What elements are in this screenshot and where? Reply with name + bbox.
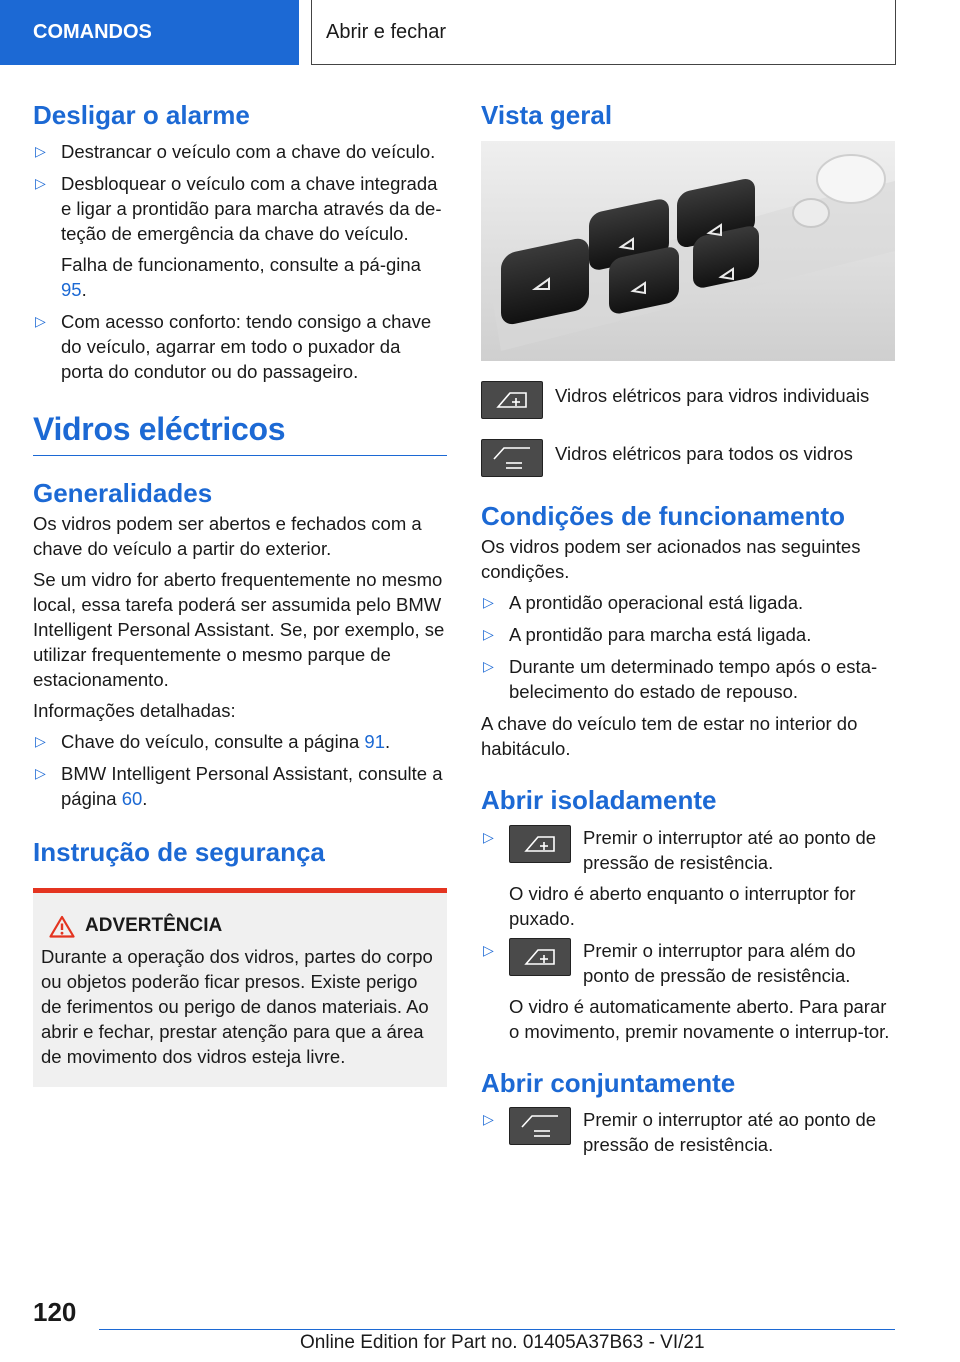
general-p2: Se um vidro for aberto frequentemente no mesmo local, essa tarefa poderá ser assumida pelo BMW Intelligent Personal Assistant. Se, por exemplo, se utilizar frequentemente o mesmo parque de estacionamento. — [33, 568, 445, 690]
page-link-91[interactable]: 91 — [364, 730, 385, 752]
list-item: ▷ Destrancar o veículo com a chave do veículo. — [35, 141, 436, 163]
triangle-bullet-icon: ▷ — [483, 594, 494, 611]
all-windows-switch-icon — [481, 439, 543, 477]
list-item: ▷ BMW Intelligent Personal Assistant, consulte a página 60. — [35, 762, 443, 809]
triangle-bullet-icon: ▷ — [35, 313, 46, 330]
all-windows-legend — [481, 439, 895, 477]
list-item: ▷ Desbloquear o veículo com a chave integrada e ligar a prontidão para marcha através da de-teção de emergência da chave do veículo. Falha de funcionamento, consulte a pá-gina 95. — [33, 171, 447, 302]
header-title-box — [311, 0, 896, 65]
warning-text: Durante a operação dos vidros, partes do corpo ou objetos poderão ficar presos. Existe perigo de ferimentos ou perigo de danos materiais. Ao abrir e fechar, prestar atenção para que a área de movimento dos vidros esteja livre. — [41, 945, 433, 1067]
triangle-bullet-icon: ▷ — [483, 941, 494, 958]
warning-box — [33, 888, 447, 1087]
list-item: ▷ A prontidão para marcha está ligada. — [483, 624, 812, 646]
all-windows-switch-icon — [509, 1107, 571, 1145]
list-item: ▷ A prontidão operacional está ligada. — [483, 592, 804, 614]
list-item: ▷ Premir o interruptor até ao ponto de pressão de resistência. — [483, 1108, 877, 1155]
step-result: O vidro é aberto enquanto o interruptor for puxado. — [509, 882, 856, 929]
list-item: ▷ Premir o interruptor para além do ponto de pressão de resistência. O vidro é automaticamente aberto. Para parar o movimento, premir novamente o interrup-tor. — [481, 938, 895, 1044]
header-section-label: COMANDOS — [33, 21, 152, 43]
conditions-note: A chave do veículo tem de estar no interior do habitáculo. — [481, 713, 858, 760]
single-window-switch-icon — [481, 381, 543, 419]
window-switches-illustration — [481, 141, 895, 361]
references-list — [33, 729, 447, 811]
left-column — [33, 100, 447, 1087]
triangle-bullet-icon: ▷ — [483, 1110, 494, 1127]
triangle-bullet-icon: ▷ — [35, 175, 46, 192]
footer-divider — [99, 1329, 895, 1330]
list-item: ▷ Premir o interruptor até ao ponto de pressão de resistência. O vidro é aberto enquanto o interruptor for puxado. — [481, 825, 895, 931]
conditions-list — [481, 590, 895, 704]
open-all-heading: Abrir conjuntamente — [481, 1067, 736, 1098]
single-window-switch-icon — [509, 938, 571, 976]
malfunction-note: Falha de funcionamento, consulte a pá-gina 95. — [61, 254, 421, 301]
open-single-heading: Abrir isoladamente — [481, 785, 717, 816]
safety-heading: Instrução de segurança — [33, 836, 325, 867]
page-link-60[interactable]: 60 — [121, 787, 143, 809]
triangle-bullet-icon: ▷ — [35, 764, 46, 781]
page-link-95[interactable]: 95 — [61, 279, 82, 301]
triangle-bullet-icon: ▷ — [483, 626, 494, 643]
single-window-switch-icon — [509, 825, 571, 863]
main-heading-wrap — [33, 410, 447, 455]
footer-edition: Online Edition for Part no. 01405A37B63 - VI/21 — [300, 1332, 705, 1353]
overview-heading: Vista geral — [481, 100, 613, 130]
triangle-bullet-icon: ▷ — [35, 143, 46, 160]
single-window-legend — [481, 381, 895, 419]
triangle-bullet-icon: ▷ — [483, 828, 494, 845]
main-heading: Vidros eléctricos — [33, 411, 286, 448]
header-section-tab — [0, 0, 299, 65]
warning-title-row — [41, 915, 439, 938]
right-column — [481, 100, 895, 1164]
page-number: 120 — [33, 1297, 77, 1327]
warning-title: ADVERTÊNCIA — [85, 915, 223, 937]
header-title: Abrir e fechar — [326, 20, 447, 43]
conditions-heading: Condições de funcionamento — [481, 501, 846, 532]
triangle-bullet-icon: ▷ — [35, 732, 46, 749]
general-heading: Generalidades — [33, 477, 213, 508]
general-p3: Informações detalhadas: — [33, 699, 236, 721]
conditions-intro: Os vidros podem ser acionados nas seguintes condições. — [481, 536, 861, 583]
alarm-heading: Desligar o alarme — [33, 100, 250, 130]
triangle-bullet-icon: ▷ — [483, 658, 494, 675]
all-windows-legend-text: Vidros elétricos para todos os vidros — [555, 443, 853, 465]
general-p1: Os vidros podem ser abertos e fechados com a chave do veículo a partir do exterior. — [33, 512, 422, 559]
open-all-steps — [481, 1107, 895, 1157]
window-switches-photo — [481, 141, 895, 361]
alarm-list — [33, 139, 447, 384]
step-result: O vidro é automaticamente aberto. Para parar o movimento, premir novamente o interrup-tor. — [509, 995, 890, 1042]
open-single-steps — [481, 825, 895, 1044]
single-window-legend-text: Vidros elétricos para vidros individuais — [555, 385, 870, 407]
warning-triangle-icon — [49, 915, 75, 938]
list-item: ▷ Durante um determinado tempo após o esta-belecimento do estado de repouso. — [483, 656, 878, 703]
list-item: ▷ Com acesso conforto: tendo consigo a chave do veículo, agarrar em todo o puxador da porta do condutor ou do passageiro. — [35, 311, 432, 383]
list-item: ▷ Chave do veículo, consulte a página 91. — [35, 730, 391, 752]
